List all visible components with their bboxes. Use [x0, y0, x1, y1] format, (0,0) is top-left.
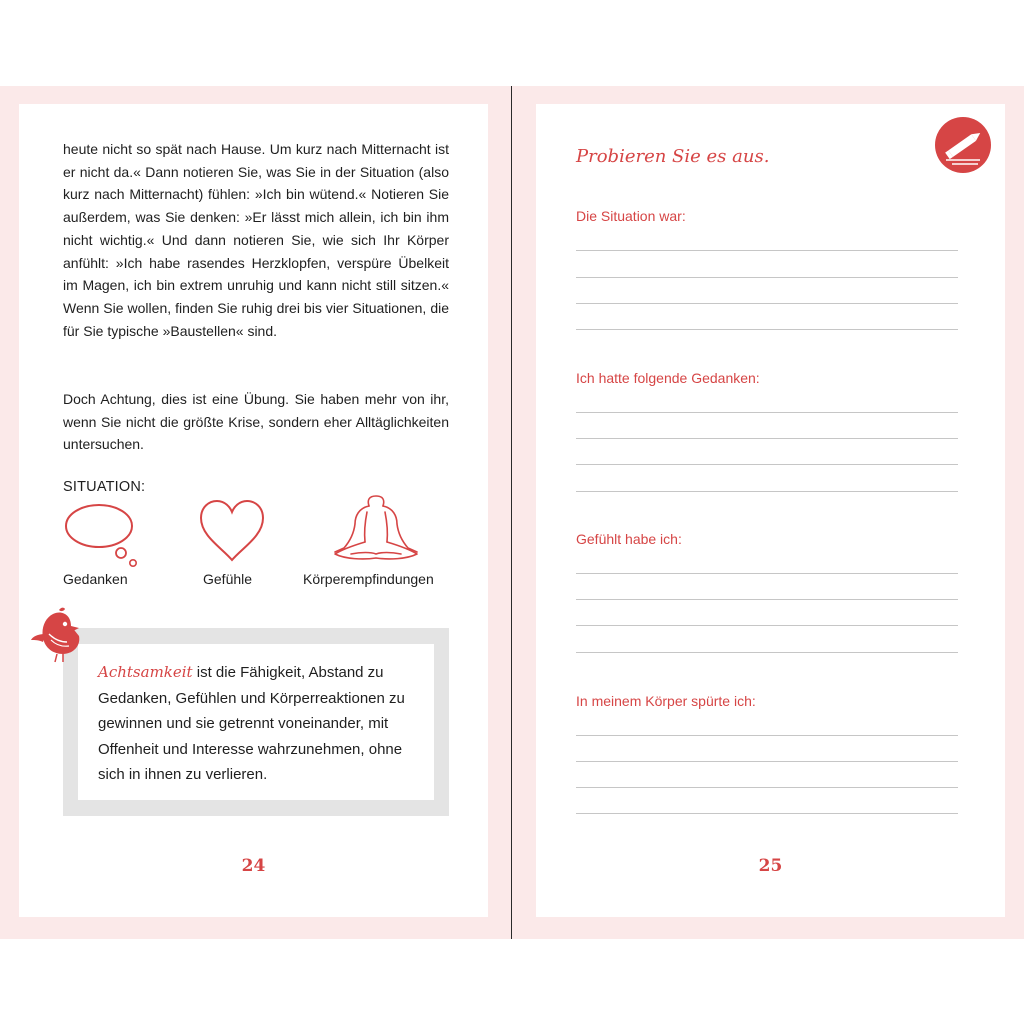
- thought-bubble-icon: [63, 502, 145, 570]
- book-fold: [511, 86, 512, 939]
- write-line: [576, 438, 958, 439]
- meditating-person-icon: [327, 492, 425, 566]
- write-line: [576, 625, 958, 626]
- illustration-label-body-sensations: Körperempfindungen: [303, 571, 434, 587]
- pencil-icon: [934, 116, 992, 174]
- prompt-thoughts: Ich hatte folgende Gedanken:: [576, 370, 760, 386]
- page-number-right: 25: [758, 856, 783, 876]
- definition-body: ist die Fähigkeit, Abstand zu Gedanken, Gefühlen und Körperreaktionen zu gewinnen und sie getrennt voneinander, mit Offenheit und Interesse wahrzunehmen, ohne sich in ihnen zu verlieren.: [98, 664, 405, 783]
- write-line: [576, 735, 958, 736]
- heart-icon: [197, 498, 267, 564]
- write-line: [576, 464, 958, 465]
- write-line: [576, 599, 958, 600]
- write-line: [576, 573, 958, 574]
- bird-icon: [31, 604, 93, 666]
- illustration-label-feelings: Gefühle: [203, 571, 253, 587]
- page-number-left: 24: [241, 856, 266, 876]
- exercise-title: Probieren Sie es aus.: [576, 146, 770, 167]
- write-line: [576, 412, 958, 413]
- illustration-label-thoughts: Gedanken: [63, 571, 128, 587]
- definition-text: [98, 660, 428, 788]
- situation-label: SITUATION:: [63, 479, 146, 495]
- prompt-body: In meinem Körper spürte ich:: [576, 693, 756, 709]
- definition-box: [63, 628, 449, 816]
- body-paragraph-1: heute nicht so spät nach Hause. Um kurz nach Mitternacht ist er nicht da.« Dann notieren Sie, was Sie in der Situation (also kurz nach Mitternacht) fühlen: »Ich bin wütend.« Notieren Sie außerdem, was Sie denken: »Er lässt mich allein, ich bin ihm nicht wichtig.« Und dann notieren Sie, wie sich Ihr Körper anfühlt: »Ich habe rasendes Herzklopfen, verspüre Übelkeit im Magen, ich bin extrem unruhig und kann nicht still sitzen.« Wenn Sie wollen, finden Sie ruhig drei bis vier Situationen, die für Sie typische »Baustellen« sind.: [63, 141, 449, 339]
- write-line: [576, 813, 958, 814]
- prompt-feelings: Gefühlt habe ich:: [576, 531, 682, 547]
- page-left: [19, 104, 488, 917]
- book-spread: [0, 86, 1024, 939]
- write-line: [576, 277, 958, 278]
- write-line: [576, 787, 958, 788]
- definition-box-inner: [78, 644, 434, 800]
- write-line: [576, 329, 958, 330]
- prompt-situation: Die Situation war:: [576, 208, 686, 224]
- write-line: [576, 761, 958, 762]
- definition-term: Achtsamkeit: [98, 663, 193, 681]
- write-line: [576, 250, 958, 251]
- write-line: [576, 652, 958, 653]
- page-right: [536, 104, 1005, 917]
- body-paragraph-2: Doch Achtung, dies ist eine Übung. Sie haben mehr von ihr, wenn Sie nicht die größte Krise, sondern eher Alltäglichkeiten untersuchen.: [63, 391, 449, 453]
- write-line: [576, 491, 958, 492]
- write-line: [576, 303, 958, 304]
